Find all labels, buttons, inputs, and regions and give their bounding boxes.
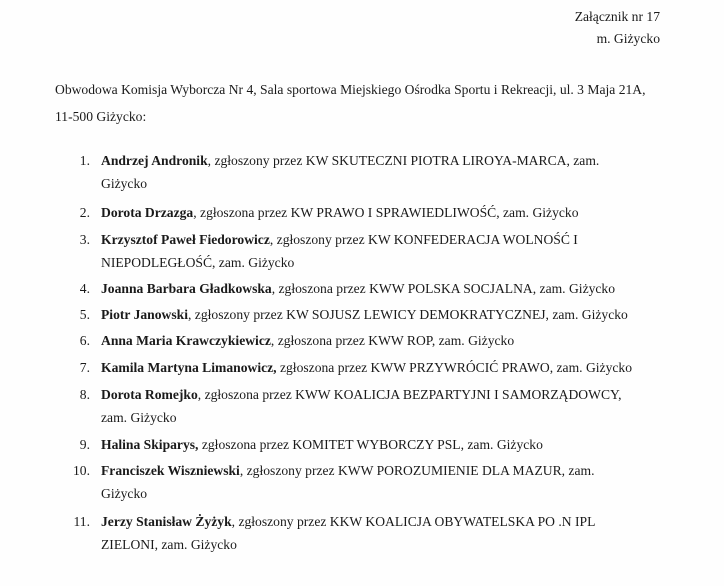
member-list-item: [60, 329, 660, 352]
member-list-item: [60, 510, 660, 556]
member-details-cont: ZIELONI, zam. Giżycko: [101, 537, 237, 552]
member-list-item: [60, 277, 660, 300]
member-details: , zgłoszony przez KW SOJUSZ LEWICY DEMOKRATYCZNEJ, zam. Giżycko: [188, 307, 628, 322]
member-details-cont: Giżycko: [101, 486, 148, 501]
member-details-cont: NIEPODLEGŁOŚĆ, zam. Giżycko: [101, 255, 295, 270]
document-header: [575, 6, 660, 50]
member-name: Halina Skiparys,: [101, 437, 199, 452]
item-number: 2.: [79, 205, 90, 220]
member-list-item: [60, 383, 660, 429]
member-details: , zgłoszony przez KKW KOALICJA OBYWATELSKA PO .N IPL: [231, 514, 596, 529]
member-details: , zgłoszony przez KW KONFEDERACJA WOLNOŚĆ I: [269, 232, 578, 247]
member-name: Kamila Martyna Limanowicz,: [101, 360, 277, 375]
commission-address-line-2: 11-500 Giżycko:: [55, 109, 147, 124]
item-number: 6.: [79, 333, 90, 348]
item-number: 1.: [79, 153, 90, 168]
commission-address-line-1: Obwodowa Komisja Wyborcza Nr 4, Sala sportowa Miejskiego Ośrodka Sportu i Rekreacji, ul. 3 Maja 21A,: [55, 82, 646, 97]
member-details: , zgłoszona przez KW PRAWO I SPRAWIEDLIWOŚĆ, zam. Giżycko: [193, 205, 579, 220]
member-details-cont: Giżycko: [101, 176, 148, 191]
member-details: , zgłoszony przez KW SKUTECZNI PIOTRA LIROYA-MARCA, zam.: [207, 153, 600, 168]
member-list-item: [60, 149, 660, 195]
member-name: Dorota Drzazga: [101, 205, 194, 220]
member-details: zgłoszona przez KOMITET WYBORCZY PSL, zam. Giżycko: [198, 437, 543, 452]
member-details: zgłoszona przez KWW PRZYWRÓCIĆ PRAWO, zam. Giżycko: [276, 360, 632, 375]
member-details: , zgłoszona przez KWW ROP, zam. Giżycko: [270, 333, 515, 348]
member-details: , zgłoszona przez KWW POLSKA SOCJALNA, zam. Giżycko: [271, 281, 616, 296]
member-list-item: [60, 433, 660, 456]
item-number: 3.: [79, 232, 90, 247]
member-list-item: [60, 201, 660, 224]
member-name: Dorota Romejko: [101, 387, 198, 402]
member-name: Joanna Barbara Gładkowska: [101, 281, 272, 296]
member-details-cont: zam. Giżycko: [101, 410, 177, 425]
member-name: Andrzej Andronik: [101, 153, 208, 168]
member-name: Piotr Janowski: [101, 307, 188, 322]
item-number: 7.: [79, 360, 90, 375]
item-number: 4.: [79, 281, 90, 296]
member-name: Krzysztof Paweł Fiedorowicz: [101, 232, 270, 247]
attachment-label: Załącznik nr 17: [574, 9, 660, 24]
member-name: Jerzy Stanisław Żyżyk: [101, 514, 232, 529]
member-list-item: [60, 228, 660, 274]
member-details: , zgłoszony przez KWW POROZUMIENIE DLA MAZUR, zam.: [239, 463, 595, 478]
member-details: , zgłoszona przez KWW KOALICJA BEZPARTYJNI I SAMORZĄDOWCY,: [197, 387, 622, 402]
member-name: Franciszek Wiszniewski: [101, 463, 240, 478]
member-list-item: [60, 356, 660, 379]
item-number: 5.: [79, 307, 90, 322]
commission-description: [55, 76, 695, 130]
member-name: Anna Maria Krawczykiewicz: [101, 333, 271, 348]
item-number: 10.: [73, 463, 90, 478]
item-number: 8.: [79, 387, 90, 402]
member-list-item: [60, 303, 660, 326]
item-number: 9.: [79, 437, 90, 452]
item-number: 11.: [73, 514, 90, 529]
city-label: m. Giżycko: [596, 31, 660, 46]
member-list-item: [60, 459, 660, 505]
